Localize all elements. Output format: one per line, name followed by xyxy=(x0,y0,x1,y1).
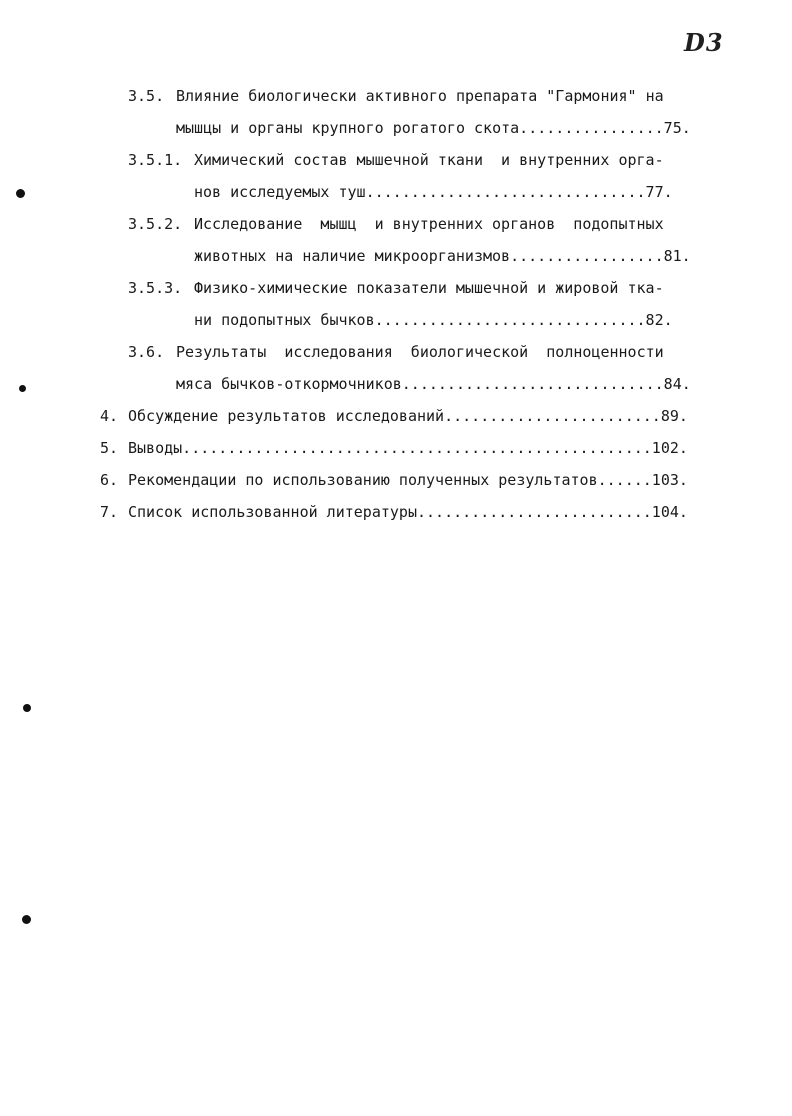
margin-hole-mark xyxy=(16,189,25,198)
toc-entry-title: Исследование мышц и внутренних органов подопытных xyxy=(194,215,664,233)
toc-number: 3.6. xyxy=(128,343,165,361)
toc-entry-title: Список использованной литературы..........................104. xyxy=(128,503,688,521)
margin-hole-mark xyxy=(23,704,31,712)
toc-number: 4. xyxy=(100,407,119,425)
toc-entry-continuation: животных на наличие микроорганизмов.................81. xyxy=(194,247,691,265)
toc-number: 3.5.2. xyxy=(128,215,183,233)
page-number: D3 xyxy=(684,28,724,57)
toc-number: 3.5.3. xyxy=(128,279,183,297)
margin-hole-mark xyxy=(19,385,26,392)
toc-number: 3.5. xyxy=(128,87,165,105)
toc-entry-title: Химический состав мышечной ткани и внутренних орга- xyxy=(194,151,664,169)
toc-number: 7. xyxy=(100,503,119,521)
toc-number: 3.5.1. xyxy=(128,151,183,169)
toc-entry-continuation: мышцы и органы крупного рогатого скота................75. xyxy=(176,119,691,137)
toc-number: 6. xyxy=(100,471,119,489)
toc-entry-continuation: ни подопытных бычков..............................82. xyxy=(194,311,673,329)
toc-entry-title: Результаты исследования биологической полноценности xyxy=(176,343,664,361)
margin-hole-mark xyxy=(22,915,31,924)
toc-entry-continuation: мяса бычков-откормочников.............................84. xyxy=(176,375,691,393)
toc-entry-continuation: нов исследуемых туш...............................77. xyxy=(194,183,673,201)
toc-entry-title: Рекомендации по использованию полученных результатов......103. xyxy=(128,471,688,489)
toc-entry-title: Выводы....................................................102. xyxy=(128,439,688,457)
toc-entry-title: Влияние биологически активного препарата "Гармония" на xyxy=(176,87,664,105)
toc-entry-title: Физико-химические показатели мышечной и жировой тка- xyxy=(194,279,664,297)
toc-number: 5. xyxy=(100,439,119,457)
toc-entry-title: Обсуждение результатов исследований........................89. xyxy=(128,407,688,425)
